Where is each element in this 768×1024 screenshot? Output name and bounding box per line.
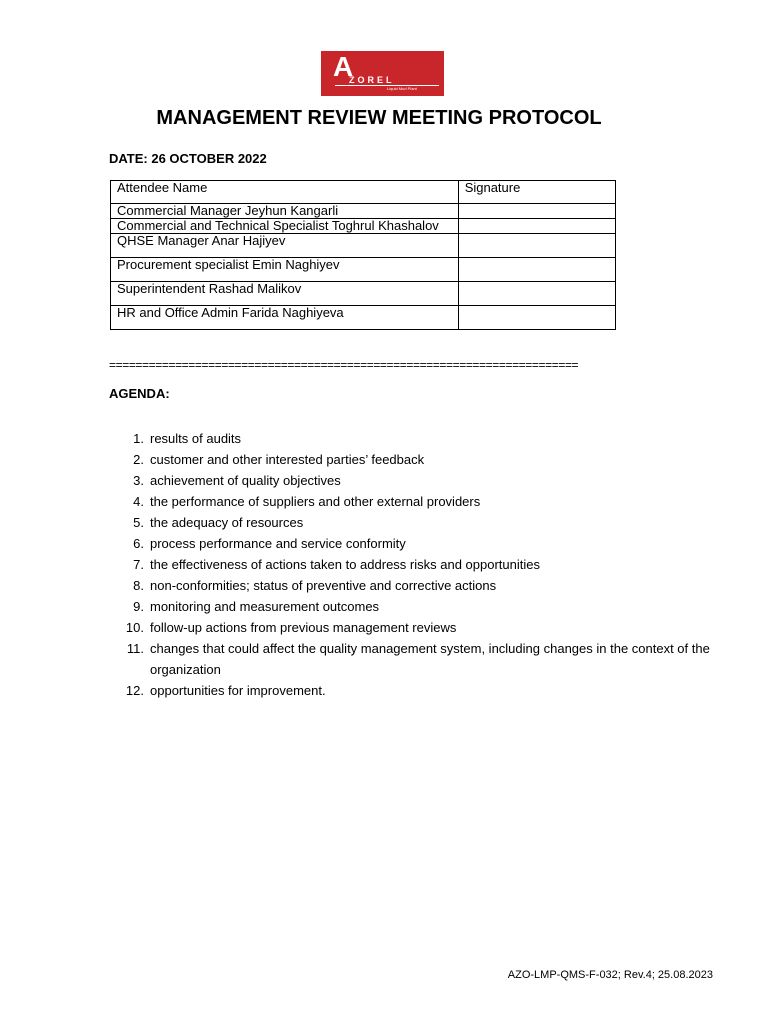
item-text: the performance of suppliers and other external providers bbox=[150, 494, 481, 509]
signature-cell bbox=[458, 234, 615, 258]
item-text: monitoring and measurement outcomes bbox=[150, 599, 380, 614]
list-item bbox=[109, 533, 719, 554]
list-item bbox=[109, 596, 719, 617]
item-number: 4. bbox=[133, 494, 144, 509]
item-number: 10. bbox=[125, 620, 144, 635]
attendee-name: HR and Office Admin Farida Naghiyeva bbox=[111, 306, 459, 330]
item-number: 2. bbox=[133, 452, 144, 467]
list-item bbox=[109, 554, 719, 575]
item-number: 7. bbox=[133, 557, 144, 572]
item-number: 6. bbox=[133, 536, 144, 551]
attendee-name: Commercial Manager Jeyhun Kangarli bbox=[111, 204, 459, 219]
signature-cell bbox=[458, 204, 615, 219]
list-item bbox=[109, 680, 719, 701]
table-row bbox=[111, 306, 616, 330]
list-item bbox=[109, 470, 719, 491]
table-row bbox=[111, 234, 616, 258]
signature-cell bbox=[458, 282, 615, 306]
table-row bbox=[111, 204, 616, 219]
list-item bbox=[109, 491, 719, 512]
item-number: 12. bbox=[125, 683, 144, 698]
list-item bbox=[109, 617, 719, 638]
signature-cell bbox=[458, 219, 615, 234]
document-reference: AZO-LMP-QMS-F-032; Rev.4; 25.08.2023 bbox=[507, 969, 713, 981]
item-text: customer and other interested parties’ feedback bbox=[150, 452, 425, 467]
item-text: follow-up actions from previous management reviews bbox=[150, 620, 457, 635]
item-text: the effectiveness of actions taken to address risks and opportunities bbox=[150, 557, 540, 572]
item-text: non-conformities; status of preventive and corrective actions bbox=[150, 578, 497, 593]
document-title: MANAGEMENT REVIEW MEETING PROTOCOL bbox=[156, 107, 602, 129]
list-item bbox=[109, 575, 719, 596]
item-number: 3. bbox=[133, 473, 144, 488]
column-header-name: Attendee Name bbox=[111, 181, 459, 204]
company-logo: A ZOREL Liquid Mud Plant bbox=[321, 51, 444, 96]
table-header-row bbox=[111, 181, 616, 204]
item-text: opportunities for improvement. bbox=[150, 683, 326, 698]
table-row bbox=[111, 219, 616, 234]
list-item bbox=[109, 428, 719, 449]
item-number: 1. bbox=[133, 431, 144, 446]
list-item bbox=[109, 638, 719, 680]
attendee-name: Commercial and Technical Specialist Toghrul Khashalov bbox=[111, 219, 459, 234]
table-row bbox=[111, 258, 616, 282]
attendee-name: QHSE Manager Anar Hajiyev bbox=[111, 234, 459, 258]
attendee-table bbox=[110, 180, 616, 330]
signature-cell bbox=[458, 306, 615, 330]
meeting-date: DATE: 26 OCTOBER 2022 bbox=[109, 151, 267, 166]
list-item bbox=[109, 512, 719, 533]
item-text: achievement of quality objectives bbox=[150, 473, 341, 488]
list-item bbox=[109, 449, 719, 470]
column-header-signature: Signature bbox=[458, 181, 615, 204]
item-text: process performance and service conformity bbox=[150, 536, 406, 551]
item-number: 9. bbox=[133, 599, 144, 614]
attendee-name: Procurement specialist Emin Naghiyev bbox=[111, 258, 459, 282]
item-number: 5. bbox=[133, 515, 144, 530]
attendee-name: Superintendent Rashad Malikov bbox=[111, 282, 459, 306]
item-number: 8. bbox=[133, 578, 144, 593]
item-text: the adequacy of resources bbox=[150, 515, 304, 530]
signature-cell bbox=[458, 258, 615, 282]
agenda-heading: AGENDA: bbox=[109, 386, 170, 401]
separator-line: ======================================================================= bbox=[109, 358, 579, 372]
item-number: 11. bbox=[126, 641, 144, 656]
table-row bbox=[111, 282, 616, 306]
agenda-list bbox=[109, 428, 719, 701]
item-text: results of audits bbox=[150, 431, 242, 446]
item-text: changes that could affect the quality management system, including changes in the context of the organization bbox=[150, 641, 710, 677]
